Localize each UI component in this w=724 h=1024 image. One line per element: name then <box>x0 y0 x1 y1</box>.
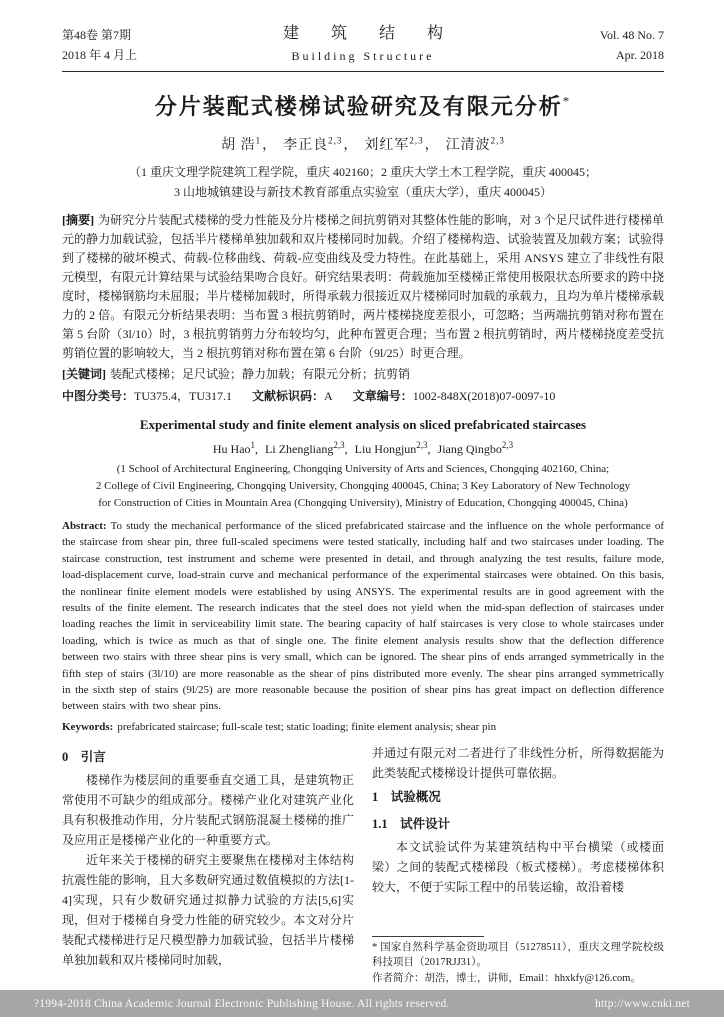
doc-code-label: 文献标识码： <box>252 389 325 403</box>
affiliation-line: (1 School of Architectural Engineering, Chongqing University of Arts and Sciences, Chongqing 402160, China; <box>116 463 610 475</box>
article-title-cn <box>62 90 664 121</box>
author-separator: ， <box>262 138 278 153</box>
author-separator: , <box>427 442 434 456</box>
author-affil-sup: 1 <box>255 135 262 146</box>
author-affil-sup: 2,3 <box>333 440 345 450</box>
keywords-text-en: prefabricated staircase; full-scale test; static loading; finite element analysis; shear pin <box>117 720 497 733</box>
issue-volume: 第48卷 第7期 <box>62 28 132 42</box>
abstract-label-cn: [摘要] <box>62 213 95 227</box>
footnote-block <box>372 936 664 987</box>
keywords-en <box>62 719 664 735</box>
keywords-label-en: Keywords: <box>62 720 114 733</box>
issue-date-en: Apr. 2018 <box>615 48 664 62</box>
author-name: 江清波 <box>445 138 491 153</box>
author-cn <box>364 135 424 153</box>
title-footnote-mark: * <box>562 93 572 109</box>
footnote-author-bio: 作者简介：胡浩，博士，讲师，Email：hhxkfy@126.com。 <box>372 972 641 984</box>
authors-en <box>62 440 664 457</box>
section-heading-test-overview: 1 试验概况 <box>372 789 441 804</box>
abstract-cn <box>62 211 664 363</box>
issue-info <box>62 25 174 65</box>
author-affil-sup: 2,3 <box>328 135 343 146</box>
author-affil-sup: 2,3 <box>409 135 424 146</box>
author-en <box>438 442 514 456</box>
journal-title-block <box>269 24 457 66</box>
volume-info <box>552 25 664 65</box>
volume-number: Vol. 48 No. 7 <box>599 28 664 42</box>
section-heading-intro: 0 引言 <box>62 749 106 764</box>
cnki-url: http://www.cnki.net <box>594 997 690 1010</box>
author-cn <box>445 135 505 153</box>
paragraph: 本文试验试件为某建筑结构中平台横梁（或楼面梁）之间的装配式楼梯段（板式楼梯）。考虑楼梯体积较大，不便于实际工程中的吊装运输，故沿着楼 <box>372 839 664 894</box>
subsection-heading-specimen-design: 1.1 试件设计 <box>372 816 451 831</box>
affiliation-line: （1 重庆文理学院建筑工程学院，重庆 402160；2 重庆大学土木工程学院，重庆 400045； <box>128 165 597 179</box>
author-name: Li Zhengliang <box>265 442 334 456</box>
author-separator: , <box>344 442 351 456</box>
body-columns <box>62 743 664 986</box>
author-cn <box>283 135 343 153</box>
abstract-en <box>62 518 664 715</box>
author-name: Liu Hongjun <box>354 442 417 456</box>
cnki-watermark-band <box>0 990 724 1017</box>
affiliation-line: 2 College of Civil Engineering, Chongqing University, Chongqing 400045, China; 3 Key Laboratory of New Technology <box>95 480 631 492</box>
affiliation-line: for Construction of Cities in Mountain Area (Chongqing University), Ministry of Education, Chongqing 400045, China) <box>98 497 628 509</box>
affiliations-cn <box>62 162 664 202</box>
abstract-text-cn: 为研究分片装配式楼梯的受力性能及分片楼梯之间抗剪销对其整体性能的影响，对 3 个足尺试件进行楼梯单元的静力加载试验，包括半片楼梯单独加载和双片楼梯同时加载。介绍了楼梯构造、试验装置及加载方案；试验得到了楼梯的破坏模式、荷载-位移曲线、荷载-应变曲线及受力特性。在此基础上，采用 ANSYS 建立了非线性有限元模型，有限元计算结果与试验结果吻合良好。研究结果表明：荷载施加至楼梯正常使用极限状态所要求的跨中挠度时，楼梯钢筋均未屈服；半片楼梯加载时，所得承载力很接近双片楼梯同时加载的承载力，且均为单片楼梯承载力的 2 倍。有限元分析结果表明：当布置 3 根抗剪销时，两片楼梯挠度差很小，可忽略；当两端抗剪销对称布置在第 5 台阶（3l/10）时，3 根抗剪销剪力分布较均匀，此种布置更合理；当布置 2 根抗剪销时，两片楼梯挠度差受抗剪销位置的影响较大，当 2 根抗剪销对称布置在第 6 台阶（9l/25）时更合理。 <box>62 213 664 360</box>
author-name: 胡 浩 <box>221 138 256 153</box>
abstract-text-en: To study the mechanical performance of the sliced prefabricated staircase and the influence on the whole performance of the staircase from shear pin, three full-scaled specimens were tested statically, including half and two staircases under loading. The staircase construction, test instrument and scheme were presented in detail, and through analyzing the test results, failure mode, load-displacement curve, load-strain curve and mechanical performance of the experimental staircases were obtained. On this basis, the nonlinear finite element models were established by using ANSYS. The experimental results are in good agreement with the results of the finite element. The research indicates that the steel does not yield when the mid-span deflection of staircases under loading reaches the limit in serviceability limit state. The bearing capacity of half staircases is very close to whole staircases under loading, which is twice as much as that of single one. The finite element analysis results show that the deflection difference between two stairs with three shear pins is very small, which can be ignored. The shear pins of ends arranged symmetrically in the fifth step of stairs (3l/10) are more reasonable as the shear of pins distributed more evenly. The shear pins arranged symmetrically in the sixth step of stairs (9l/25) are more reasonable because the position of shear pins has great impact on deflection difference between stairs with two shear pins. <box>62 520 664 713</box>
journal-name-cn: 建 筑 结 构 <box>282 25 457 42</box>
author-en <box>213 442 255 456</box>
author-separator: ， <box>343 138 359 153</box>
keywords-cn <box>62 365 664 384</box>
author-name: Hu Hao <box>212 442 251 456</box>
right-column <box>372 743 664 986</box>
article-id-label: 文章编号： <box>352 389 413 403</box>
journal-name-en: Building Structure <box>291 49 435 63</box>
author-name: Jiang Qingbo <box>437 442 502 456</box>
author-en <box>355 442 428 456</box>
doc-code-value: A <box>324 389 333 403</box>
author-cn <box>221 135 262 153</box>
article-title-text: 分片装配式楼梯试验研究及有限元分析 <box>154 94 563 119</box>
left-column <box>62 743 354 986</box>
issue-date-cn: 2018 年 4 月上 <box>62 48 138 62</box>
abstract-label-en: Abstract: <box>62 520 107 532</box>
authors-cn <box>62 134 664 154</box>
keywords-text-cn: 装配式楼梯；足尺试验；静力加载；有限元分析；抗剪销 <box>110 367 411 381</box>
author-en <box>265 442 345 456</box>
footnote-rule <box>372 936 484 937</box>
footnote-fund: * 国家自然科学基金资助项目（51278511），重庆文理学院校级科技项目（2017RJJ31）。 <box>372 941 664 968</box>
author-affil-sup: 2,3 <box>416 440 428 450</box>
author-separator: , <box>255 442 262 456</box>
article-meta <box>62 387 664 406</box>
paragraph-continuation: 并通过有限元对二者进行了非线性分析，所得数据能为此类装配式楼梯设计提供可靠依据。 <box>372 745 664 780</box>
affiliations-en <box>62 461 664 512</box>
journal-masthead <box>62 24 664 66</box>
author-name: 刘红军 <box>364 138 410 153</box>
copyright-text: ?1994-2018 China Academic Journal Electronic Publishing House. All rights reserved. <box>34 997 450 1010</box>
author-affil-sup: 2,3 <box>501 440 514 450</box>
author-affil-sup: 1 <box>250 440 256 450</box>
paragraph: 楼梯作为楼层间的重要垂直交通工具，是建筑物正常使用不可缺少的组成部分。楼梯产业化对建筑产业化具有积极推动作用，分片装配式钢筋混凝土楼梯的推广及应用正是楼梯产业化的一种重要方式。 <box>62 772 354 847</box>
affiliation-line: 3 山地城镇建设与新技术教育部重点实验室（重庆大学），重庆 400045） <box>173 185 552 199</box>
paragraph: 近年来关于楼梯的研究主要聚焦在楼梯对主体结构抗震性能的影响，且大多数研究通过数值模拟的方法[1-4]实现，只有少数研究通过拟静力试验的方法[5,6]实现，但对于楼梯自身受力性能的研究较少。本文对分片装配式楼梯进行足尺模型静力加载试验，包括半片楼梯单独加载和双片楼梯同时加载， <box>62 852 354 967</box>
header-rule <box>62 71 664 72</box>
clc-value: TU375.4，TU317.1 <box>134 389 233 403</box>
article-title-en: Experimental study and finite element analysis on sliced prefabricated staircases <box>139 417 587 432</box>
author-separator: ， <box>424 138 440 153</box>
keywords-label-cn: [关键词] <box>62 367 106 381</box>
clc-label: 中图分类号： <box>62 389 135 403</box>
article-id-value: 1002-848X(2018)07-0097-10 <box>412 389 556 403</box>
author-name: 李正良 <box>283 138 329 153</box>
author-affil-sup: 2,3 <box>490 135 505 146</box>
